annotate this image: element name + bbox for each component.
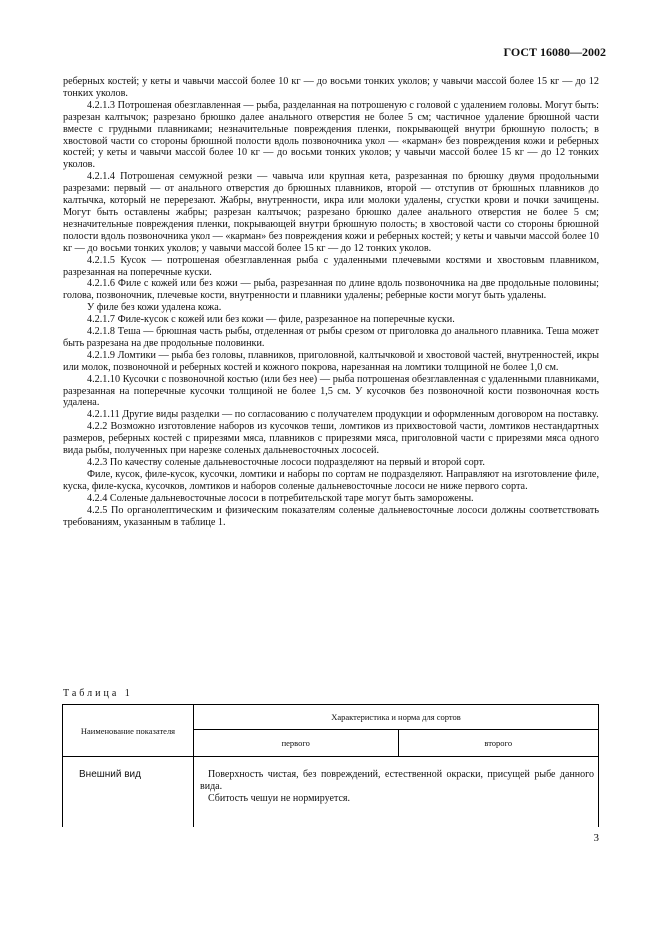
paragraph: 4.2.1.8 Теша — брюшная часть рыбы, отделенная от рыбы срезом от приголовка до анального плавника. Теша может быть разрезана на две продольные половинки. [63, 326, 599, 349]
column-header-first-grade: первого [194, 730, 399, 757]
column-header-group: Характеристика и норма для сортов [194, 705, 599, 730]
table-row [63, 757, 599, 828]
paragraph: 4.2.3 По качеству соленые дальневосточные лососи подразделяют на первый и второй сорт. [87, 457, 485, 468]
paragraph: Филе, кусок, филе-кусок, кусочки, ломтики и наборы по сортам не подразделяют. Направляют на изготовление филе, куска, филе-куска, кусочков, ломтиков и наборов соленые дальневосточные лососи не ниже первого сорта. [63, 468, 599, 492]
document-header: ГОСТ 16080—2002 [503, 45, 606, 59]
paragraph: 4.2.1.9 Ломтики — рыба без головы, плавников, приголовной, калтычковой и хвостовой частей, внутренностей, икры или молок, позвоночной и реберных костей и кожного покрова, нарезанная на ломтики толщиной не более 1,0 см. [63, 349, 599, 373]
row-indicator-name: Внешний вид [63, 757, 194, 828]
table-caption: Таблица 1 [63, 688, 133, 699]
document-body [63, 76, 599, 528]
row-indicator-value [194, 757, 599, 828]
paragraph: 4.2.1.3 Потрошеная обезглавленная — рыба, разделанная на потрошеную с головой с удалением головы. Могут быть: разрезан калтычок; разрезано брюшко далее анального отверстия не более 5 см; частичное удаление брюшной части вместе с грудными плавниками; незначительные повреждения пленки, покрывающей внутри брюшную полость; в хвостовой части со стороны брюшной полости вдоль позвоночника укол — «карман» без повреждения кожи и реберных костей; у кеты и чавычи массой более 10 кг — до восьми тонких уколов; у чавычи массой более 15 кг — до 12 тонких уколов. [63, 99, 599, 171]
column-header-second-grade: второго [398, 730, 599, 757]
paragraph: 4.2.1.5 Кусок — потрошеная обезглавленная рыба с удаленными плечевыми костями и хвостовым плавником, разрезанная на поперечные куски. [63, 254, 599, 278]
row-value-line: Поверхность чистая, без повреждений, естественной окраски, присущей рыбе данного вида. [200, 769, 594, 792]
paragraph: 4.2.5 По органолептическим и физическим показателям соленые дальневосточные лососи должны соответствовать требованиям, указанным в таблице 1. [63, 504, 599, 528]
paragraph: 4.2.2 Возможно изготовление наборов из кусочков теши, ломтиков из прихвостовой части, ломтиков нестандартных размеров, реберных костей с прирезями мяса, плавников с прирезями мяса, приголовной части с прирезями мяса одного вида рыбы, полученных при нарезке соленых дальневосточных лососей. [63, 421, 599, 457]
paragraph: реберных костей; у кеты и чавычи массой более 10 кг — до восьми тонких уколов; у чавычи массой более 15 кг — до 12 тонких уколов. [63, 76, 599, 99]
paragraph: 4.2.4 Соленые дальневосточные лососи в потребительской таре могут быть заморожены. [87, 492, 474, 504]
specification-table [62, 704, 599, 827]
column-header-indicator: Наименование показателя [63, 705, 194, 757]
paragraph: У филе без кожи удалена кожа. [87, 302, 222, 314]
paragraph: 4.2.1.10 Кусочки с позвоночной костью (или без нее) — рыба потрошеная обезглавленная с удаленными плавниками, разрезанная на поперечные кусочки толщиной не более 1,5 см. У кусочков без позвоночной кости позвоночная кость удалена. [63, 373, 599, 409]
paragraph: 4.2.1.6 Филе с кожей или без кожи — рыба, разрезанная по длине вдоль позвоночника на две продольные половины; голова, позвоночник, плечевые кости, внутренности и плавники удалены; реберные кости могут быть удалены. [63, 278, 599, 302]
page-number: 3 [593, 832, 599, 844]
paragraph: 4.2.1.7 Филе-кусок с кожей или без кожи — филе, разрезанное на поперечные куски. [87, 314, 455, 326]
paragraph: 4.2.1.11 Другие виды разделки — по согласованию с получателем продукции и оформленным договором на поставку. [87, 409, 599, 421]
paragraph: 4.2.1.4 Потрошеная семужной резки — чавыча или крупная кета, разрезанная по брюшку двумя продольными разрезами: первый — от анального отверстия до брюшных плавников, второй — отступив от брюшных плавников до калтычка, который не перерезают. Жабры, внутренности, икра или молоки удалены, сгустки крови и почки зачищены. Могут быть оставлены жабры; разрезан калтычок; разрезано брюшко далее анального отверстия не более 5 см; незначительные повреждения пленки, покрывающей внутри брюшную полость; в хвостовой части со стороны брюшной полости вдоль позвоночника укол — «карман» без повреждения кожи и реберных костей; у кеты и чавычи массой более 10 кг — до восьми тонких уколов; у чавычи массой более 15 кг — до 12 тонких уколов. [63, 171, 599, 254]
row-value-line: Сбитость чешуи не нормируется. [208, 793, 350, 804]
